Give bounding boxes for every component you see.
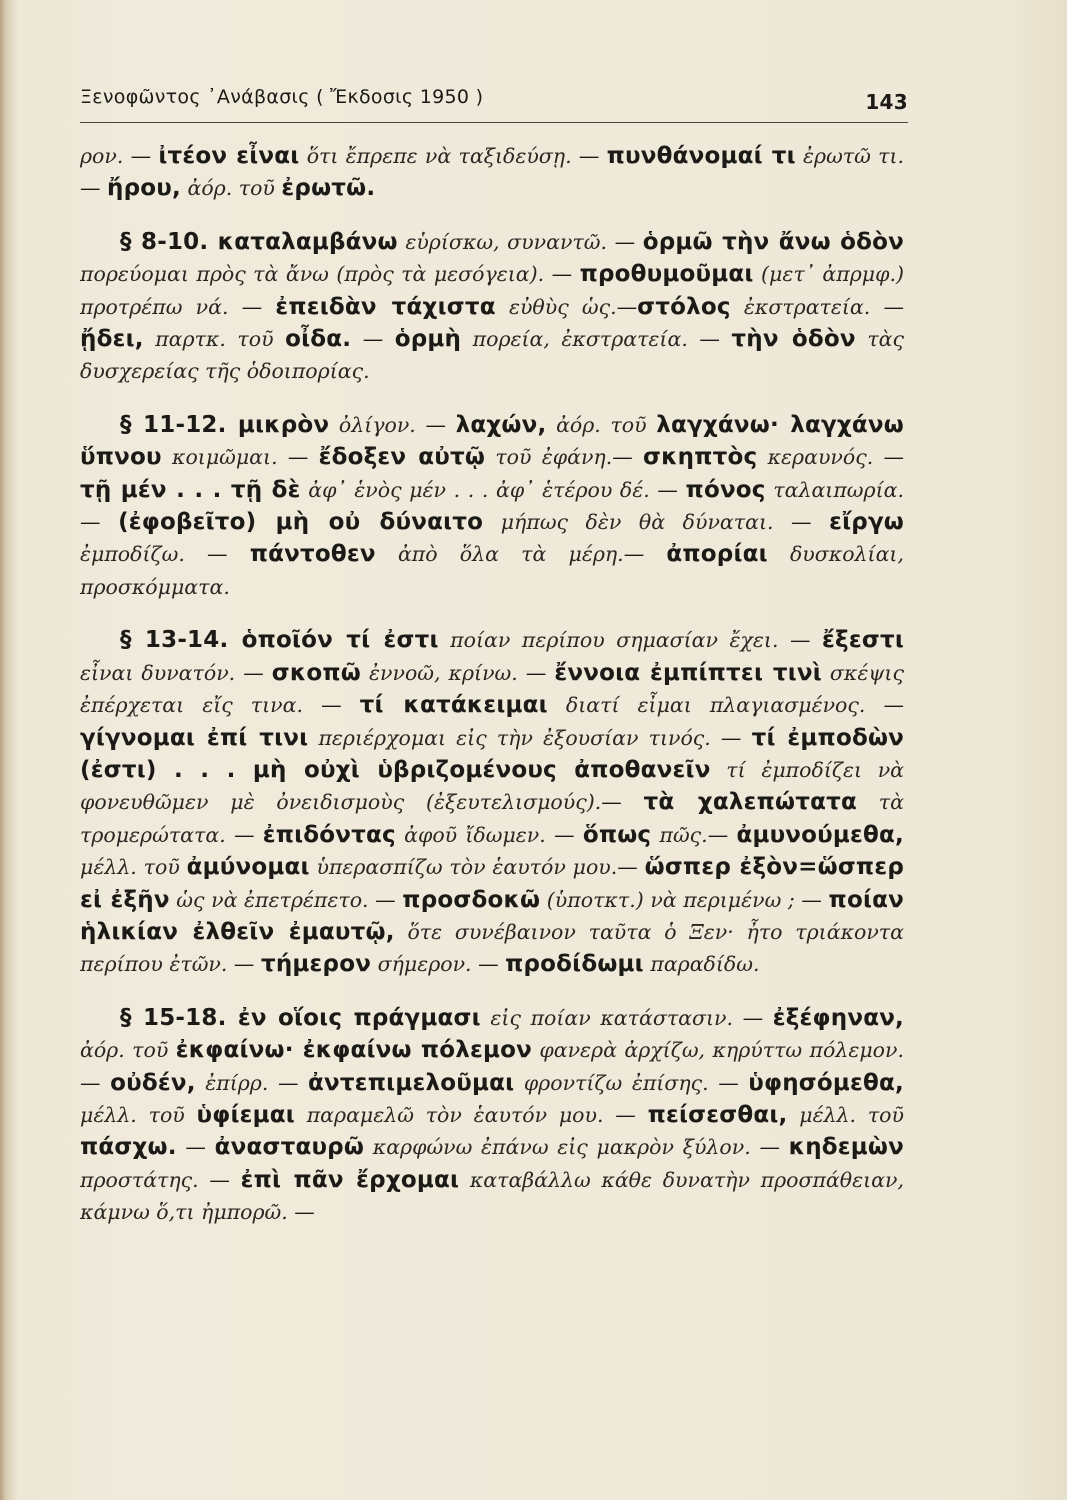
gloss-text: σήμερον. — [371, 952, 472, 977]
headword: προδίδωμι — [505, 951, 644, 978]
headword: σκηπτὸς — [643, 444, 758, 471]
separator-dash: — — [123, 144, 159, 168]
separator-dash: — — [198, 1167, 241, 1192]
headword: § 11-12. μικρὸν — [120, 411, 330, 438]
separator-dash: — — [571, 144, 607, 168]
headword: ἀντεπιμελοῦμαι — [308, 1069, 515, 1096]
headword: ἐπειδὰν τάχιστα — [275, 293, 496, 320]
glossary-paragraph — [80, 140, 904, 205]
gloss-text: ἀόρ. τοῦ — [546, 412, 657, 437]
gloss-text: (μετ᾽ ἀπρμφ.) προτρέπω νά. — [80, 262, 904, 319]
gloss-text: παραδίδω. — [643, 952, 760, 977]
separator-dash: — — [873, 445, 904, 470]
gloss-text: παρτκ. τοῦ — [143, 327, 286, 352]
gloss-text: ἐννοῶ, κρίνω. — [361, 660, 518, 685]
gloss-text: ὡς νὰ ἐπετρέπετο. — [169, 887, 369, 912]
separator-dash: — — [623, 542, 667, 567]
headword: ἔξεστι — [822, 627, 904, 654]
gloss-text: ἐρωτῶ τι. — [795, 144, 904, 168]
glossary-section — [80, 409, 904, 603]
separator-dash: — — [303, 693, 360, 718]
headword: ἔδοξεν αὐτῷ — [318, 444, 486, 471]
glossary-section — [80, 226, 904, 388]
separator-dash: — — [80, 176, 108, 201]
page-number: 143 — [865, 90, 908, 114]
gloss-text: ταλαιπωρία. — [765, 477, 904, 502]
headword: πείσεσθαι, — [647, 1101, 788, 1128]
gloss-text: μέλλ. τοῦ — [787, 1102, 904, 1127]
headword: λαγχάνω· λαγχάνω ὕπνου — [80, 411, 904, 471]
gloss-text: τί ἐμποδίζει νὰ φονευθῶμεν μὲ ὀνειδισμοὺς (ἐξευτελισμούς). — [80, 757, 905, 815]
gloss-text: δυσκολίαι, προσκόμματα. — [80, 542, 904, 599]
gloss-text: μήπως δὲν θὰ δύναται. — [483, 510, 774, 535]
separator-dash: — — [545, 822, 583, 847]
headword: ὅπως — [582, 821, 652, 848]
separator-dash: — — [606, 229, 643, 254]
headword: § 8-10. καταλαμβάνω — [120, 228, 398, 255]
header-title: Ξενοφῶντος ᾽Ανάβασις ( Ἔκδοσις 1950 ) — [80, 86, 484, 108]
headword: οὐδέν, — [110, 1069, 196, 1096]
separator-dash: — — [612, 445, 643, 470]
separator-dash: — — [225, 822, 263, 847]
gloss-text: φροντίζω ἐπίσης. — [514, 1070, 709, 1095]
gloss-text: ἀφ᾽ ἑνὸς μέν . . . ἀφ᾽ ἑτέρου δέ. — [300, 477, 650, 502]
headword: ὑφίεμαι — [196, 1101, 295, 1128]
headword: τὰ χαλεπώτατα — [643, 789, 858, 816]
headword: τὴν ὁδὸν — [731, 326, 856, 353]
separator-dash: — — [368, 887, 403, 912]
headword: ἀνασταυρῶ — [214, 1134, 365, 1161]
headword: ἀμύνομαι — [186, 854, 310, 881]
separator-dash: — — [710, 725, 752, 750]
separator-dash: — — [517, 660, 555, 685]
glossary-section — [80, 624, 904, 980]
separator-dash: — — [750, 1135, 789, 1160]
gloss-text: εἶναι δυνατόν. — [80, 660, 236, 685]
headword: ὁρμὴ — [394, 326, 462, 353]
gloss-text: τὰ τρομερώτατα. — [80, 790, 904, 847]
headword: προσδοκῶ — [402, 886, 541, 913]
headword: πυνθάνομαί τι — [606, 143, 796, 169]
headword: ᾔδει, — [80, 326, 144, 353]
headword: ποίαν ἡλικίαν ἐλθεῖν ἐμαυτῷ, — [80, 886, 904, 945]
gloss-text: ἐκστρατεία. — [730, 294, 871, 319]
headword: πάντοθεν — [249, 541, 376, 568]
headword: ὑφησόμεθα, — [748, 1069, 904, 1096]
headword: ἔννοια ἐμπίπτει τινὶ — [554, 659, 822, 686]
headword: ἐξέφηναν, — [772, 1004, 904, 1031]
gloss-text: ἐμποδίζω. — [80, 542, 185, 567]
glossary-section — [80, 1002, 904, 1229]
headword: § 13-14. ὁποῖόν τί ἐστι — [120, 627, 439, 654]
gloss-text: κεραυνός. — [757, 445, 874, 470]
gloss-text: ἀόρ. τοῦ — [180, 176, 282, 201]
separator-dash: — — [778, 628, 823, 653]
separator-dash: — — [708, 1070, 749, 1095]
separator-dash: — — [617, 855, 645, 880]
header-rule — [80, 122, 908, 123]
separator-dash: — — [415, 412, 456, 437]
headword: τί ἐμποδὼν (ἐστι) . . . μὴ οὐχὶ ὑβριζομένους ἀποθανεῖν — [80, 724, 905, 783]
separator-dash: — — [176, 1135, 215, 1160]
headword: οἶδα. — [285, 326, 352, 353]
headword: ἰτέον εἶναι — [158, 143, 300, 169]
headword: ὁρμῶ τὴν ἄνω ὁδὸν — [642, 228, 904, 255]
separator-dash: — — [228, 294, 276, 319]
headword: γίγνομαι ἐπί τινι — [80, 724, 309, 751]
gloss-text: κοιμῶμαι. — [161, 445, 278, 470]
separator-dash: — — [870, 294, 904, 319]
gloss-text: ὑπερασπίζω τὸν ἑαυτόν μου. — [309, 855, 618, 880]
gloss-text: ἐπίρρ. — [195, 1070, 269, 1095]
gloss-text: ρον. — [80, 144, 124, 168]
separator-dash: — — [773, 510, 830, 535]
gloss-text: προστάτης. — [80, 1167, 199, 1192]
gloss-text: ποίαν περίπου σημασίαν ἔχει. — [438, 628, 779, 653]
gloss-text: τοῦ ἐφάνη. — [485, 445, 613, 470]
separator-dash: — — [794, 887, 829, 912]
gloss-text: (ὑποτκτ.) νὰ περιμένω ; — [540, 887, 795, 912]
gloss-text: πορεία, ἐκστρατεία. — [461, 327, 688, 352]
gloss-text: καταβάλλω κάθε δυνατὴν προσπάθειαν, κάμνω ὅ,τι ἠμπορῶ. — [80, 1167, 904, 1225]
headword: ὥσπερ ἐξὸν=ὥσπερ εἰ ἐξῆν — [80, 854, 904, 913]
separator-dash: — — [544, 262, 580, 287]
headword: § 15-18. ἐν οἵοις πράγμασι — [120, 1004, 481, 1031]
separator-dash: — — [707, 822, 737, 847]
headword: πάσχω. — [80, 1134, 177, 1161]
gloss-text: ἀόρ. τοῦ — [80, 1038, 176, 1063]
separator-dash: — — [865, 693, 904, 718]
separator-dash: — — [80, 1070, 111, 1095]
gloss-text: ὅτε συνέβαινον ταῦτα ὁ Ξεν· ἦτο τριάκοντα περίπου ἐτῶν. — [80, 919, 904, 977]
headword: σκοπῶ — [271, 659, 361, 686]
separator-dash: — — [687, 327, 732, 352]
gloss-text: μέλλ. τοῦ — [80, 1102, 197, 1127]
headword: πόνος — [685, 476, 766, 503]
headword: κηδεμὼν — [788, 1134, 904, 1161]
gloss-text: ἀφοῦ ἴδωμεν. — [395, 822, 546, 847]
headword: εἴργω — [829, 509, 904, 536]
separator-dash: — — [227, 952, 261, 977]
headword: προθυμοῦμαι — [579, 261, 754, 288]
separator-dash: — — [80, 510, 119, 535]
gloss-text: ὅτι ἔπρεπε νὰ ταξιδεύσῃ. — [299, 144, 572, 168]
separator-dash: — — [616, 294, 638, 319]
separator-dash: — — [287, 1200, 315, 1225]
gloss-text: ὀλίγον. — [329, 412, 416, 437]
headword: ἐπὶ πᾶν ἔρχομαι — [240, 1166, 460, 1193]
gloss-text: καρφώνω ἐπάνω εἰς μακρὸν ξύλον. — [364, 1135, 751, 1160]
headword: ἐρωτῶ. — [281, 175, 376, 202]
headword: τῇ μέν . . . τῇ δὲ — [80, 476, 301, 503]
headword: ἐπιδόντας — [262, 821, 396, 848]
headword: ἐκφαίνω· ἐκφαίνω πόλεμον — [175, 1037, 532, 1064]
gloss-text: σκέψις ἐπέρχεται εἴς τινα. — [80, 660, 904, 718]
headword: ἀμυνούμεθα, — [736, 821, 904, 848]
headword: στόλος — [637, 293, 731, 320]
separator-dash: — — [733, 1005, 773, 1030]
gloss-text: ἀπὸ ὅλα τὰ μέρη. — [375, 542, 624, 567]
gloss-text: εὑρίσκω, συναντῶ. — [397, 229, 607, 254]
gloss-text: μέλλ. τοῦ — [80, 855, 187, 880]
headword: λαχών, — [455, 411, 547, 438]
separator-dash: — — [277, 445, 319, 470]
separator-dash: — — [601, 790, 644, 815]
headword: ἤρου, — [107, 175, 181, 202]
headword: (ἐφοβεῖτο) μὴ οὐ δύναιτο — [118, 509, 484, 536]
separator-dash: — — [235, 660, 272, 685]
gloss-text: περιέρχομαι εἰς τὴν ἐξουσίαν τινός. — [308, 725, 711, 750]
separator-dash: — — [603, 1102, 648, 1127]
headword: τί κατάκειμαι — [359, 692, 548, 719]
headword: τήμερον — [260, 951, 372, 978]
gloss-text: πῶς. — [651, 822, 708, 847]
separator-dash: — — [471, 952, 506, 977]
running-header — [80, 80, 908, 114]
separator-dash: — — [351, 327, 395, 352]
gloss-text: τὰς δυσχερείας τῆς ὁδοιπορίας. — [80, 327, 904, 384]
headword: ἀπορίαι — [666, 541, 768, 568]
gloss-text: παραμελῶ τὸν ἑαυτόν μου. — [294, 1102, 604, 1127]
separator-dash: — — [268, 1070, 309, 1095]
gloss-text: φανερὰ ἀρχίζω, κηρύττω πόλεμον. — [531, 1038, 904, 1063]
gloss-text: πορεύομαι πρὸς τὰ ἄνω (πρὸς τὰ μεσόγεια). — [80, 262, 545, 287]
gloss-text: διατί εἶμαι πλαγιασμένος. — [547, 693, 866, 718]
glossary-body — [80, 140, 904, 1229]
separator-dash: — — [184, 542, 250, 567]
gloss-text: εὐθὺς ὡς. — [495, 294, 617, 319]
gloss-text: εἰς ποίαν κατάστασιν. — [480, 1005, 734, 1030]
separator-dash: — — [649, 477, 686, 502]
